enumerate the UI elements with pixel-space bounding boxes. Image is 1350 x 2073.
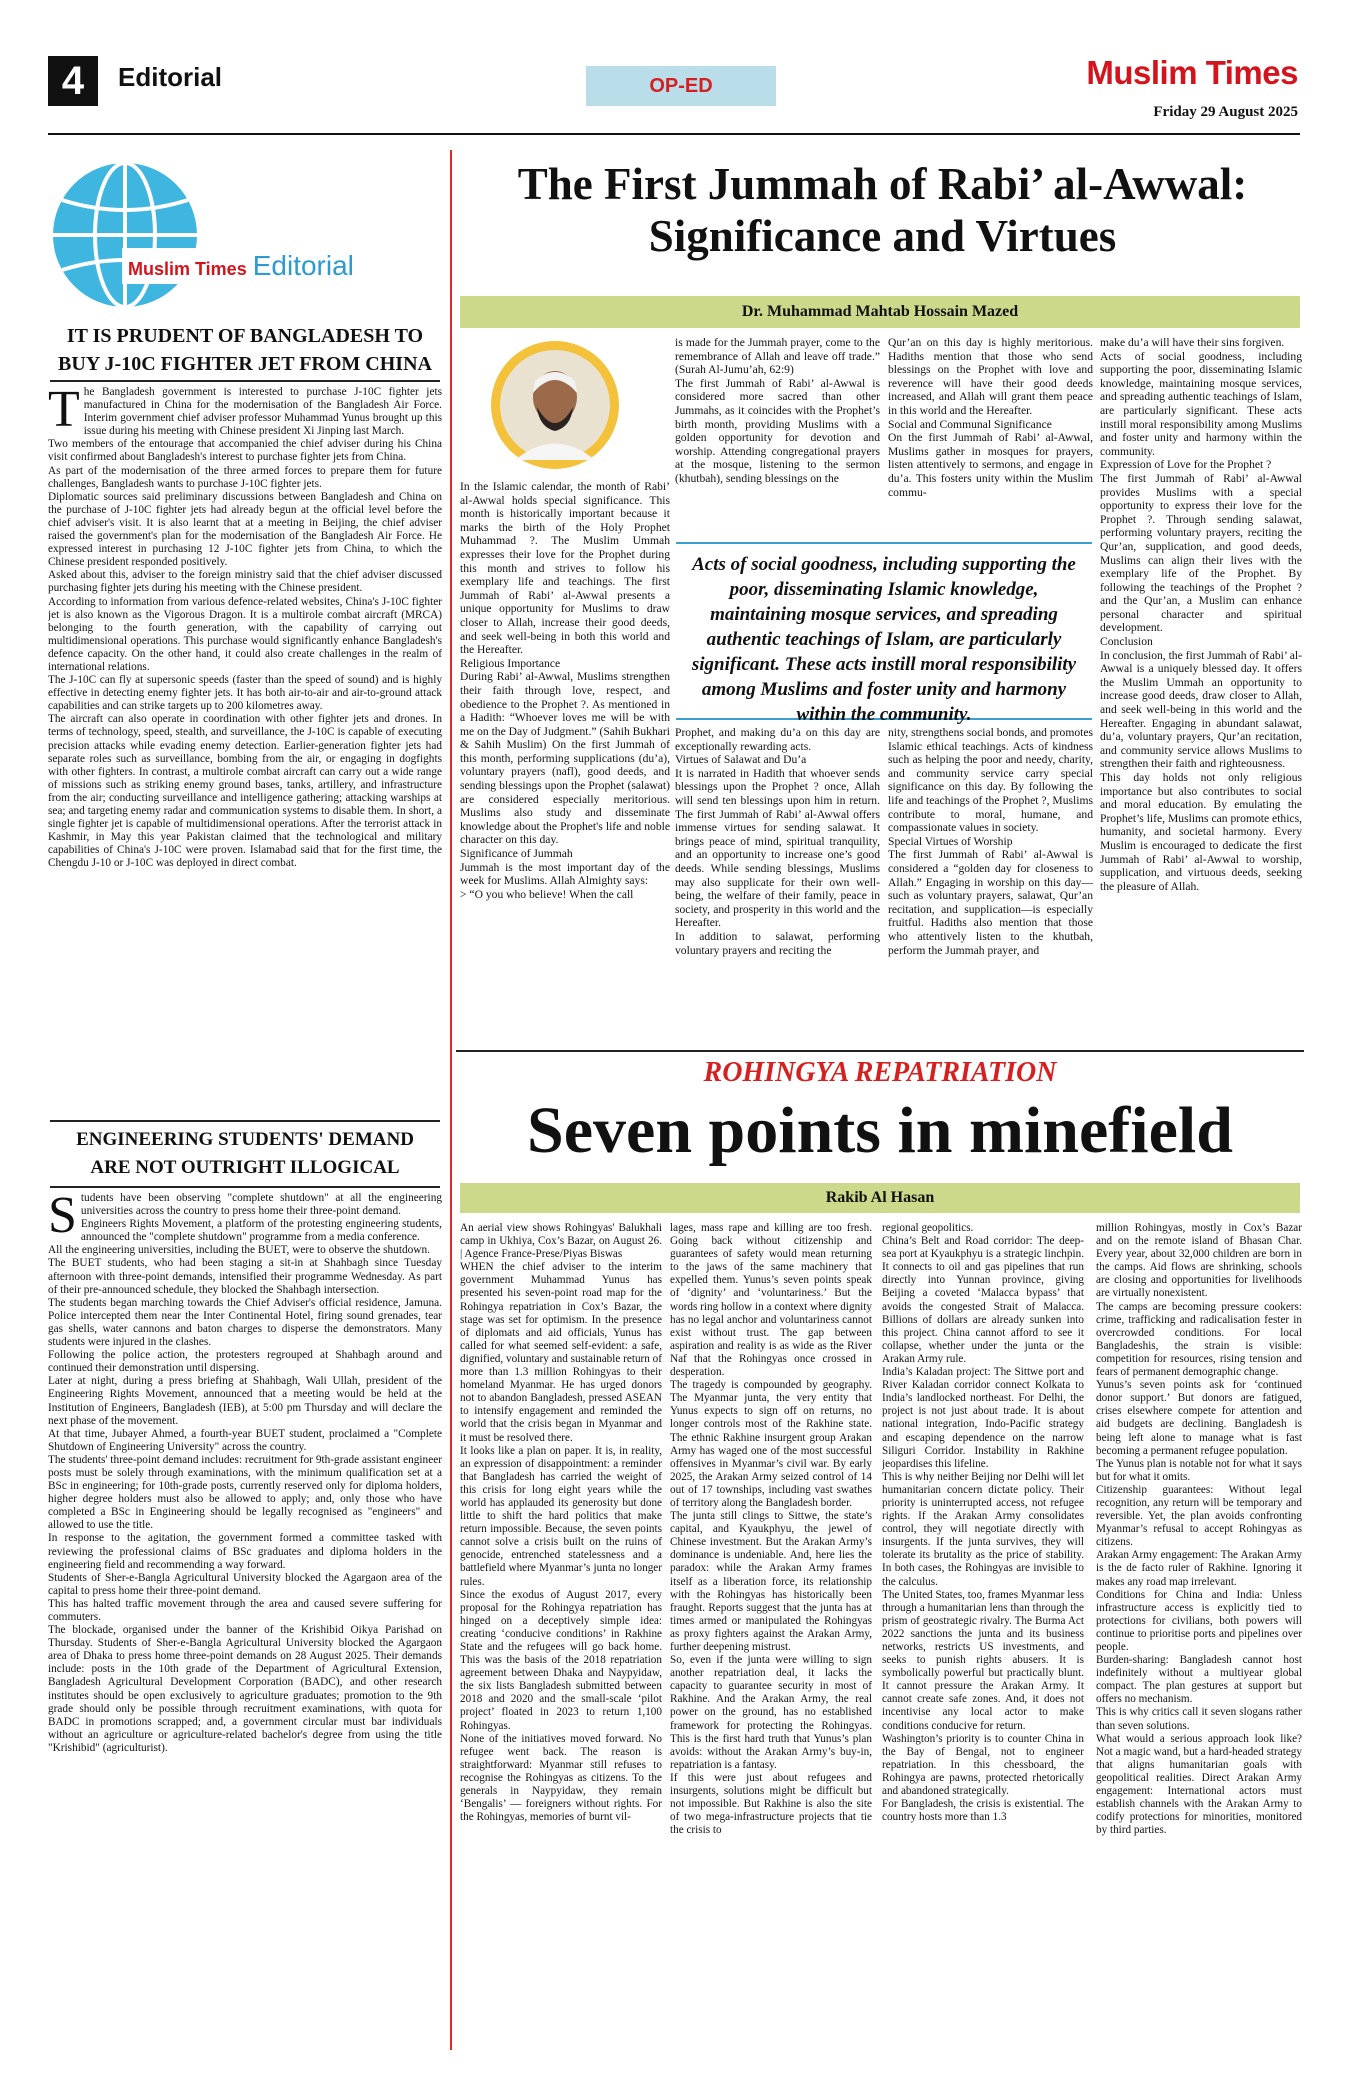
article1-col3a: Qur’an on this day is highly meritorious. Hadiths mention that those who send blessings on the Prophet with love and reverence will have their good deeds increased, and Allah will grant them peace in this world and the Hereafter. Social and Communal Significance On the first Jummah of Rabi’ al-Awwal, Muslims gather in mosques for prayers, listen attentively to sermons, and engage in du’a. This fosters unity within the Muslim commu-: [888, 336, 1093, 499]
logo-brand: Muslim Times: [128, 259, 247, 279]
article1-col1: In the Islamic calendar, the month of Rabi’ al-Awwal holds special significance. This month is historically important because it marks the birth of the Holy Prophet Muhammad ?. The Muslim Ummah expresses their love for the Prophet during this month and strives to follow his exemplary life and teachings. The first Jummah of Rabi’ al-Awwal presents a unique opportunity for Muslims to draw closer to Allah, increase their good deeds, and seek well-being in both this world and the Hereafter. Religious Importance During Rabi’ al-Awwal, Muslims strengthen their faith through love, respect, and obedience to the Prophet ?. As mentioned in a Hadith: “Whoever loves me will be with me on the Day of Judgment.” (Sahih Bukhari & Sahih Muslim) On the first Jummah of this month, performing supplications (du’a), voluntary prayers (nafl), good deeds, and sending blessings upon the Prophet (salawat) are considered especially meritorious. Muslims also study and disseminate knowledge about the Prophet's life and noble character on this day. Significance of Jummah Jummah is the most important day of the week for Muslims. Allah Almighty says: > “O you who believe! When the call: [460, 480, 670, 901]
article1-byline: Dr. Muhammad Mahtab Hossain Mazed: [460, 296, 1300, 328]
article1-col4: make du’a will have their sins forgiven. Acts of social goodness, including supporting the poor, disseminating Islamic knowledge, maintaining mosque services, and spreading authentic teachings of Islam, are particularly significant. These acts instill moral responsibility among Muslims and foster unity and harmony within the community. Expression of Love for the Prophet ? The first Jummah of Rabi’ al-Awwal provides Muslims with a special opportunity to express their love for the Prophet ?. Through sending salawat, performing voluntary prayers, reciting the Qur’an, supplication, and good deeds, Muslims can align their lives with the exemplary life of the Prophet. By following the teachings of the Prophet ? and the Qur’an, a Muslim can enhance personal character and spiritual development. Conclusion In conclusion, the first Jummah of Rabi’ al-Awwal is a uniquely blessed day. It offers the Muslim Ummah an opportunity to increase good deeds, draw closer to Allah, and seek well-being in this world and the Hereafter. Engaging in abundant salawat, du’a, voluntary prayers, Qur’an recitation, and community service allows Muslims to strengthen their faith and righteousness. This day holds not only religious importance but also contributes to social and moral education. By emulating the Prophet’s life, Muslims can promote ethics, humanity, and societal harmony. Every Muslim is encouraged to dedicate the first Jummah of Rabi’ al-Awwal to worship, supplication, and virtuous deeds, seeking the pleasure of Allah.: [1100, 336, 1302, 893]
article2-col4: million Rohingyas, mostly in Cox’s Bazar and on the remote island of Bhasan Char. Every year, about 32,000 children are born in the camps. Aid flows are shrinking, schools are closing and opportunities for livelihoods are virtually nonexistent. The camps are becoming pressure cookers: crime, trafficking and radicalisation fester in overcrowded conditions. For local Bangladeshis, the strain is visible: competition for resources, rising tension and fears of permanent demographic change. Yunus’s seven points ask for ‘continued donor support.’ But donors are fatigued, crises elsewhere compete for attention and aid budgets are declining. Bangladesh is being left alone to manage what is fast becoming a permanent refugee population. The Yunus plan is notable not for what it says but for what it omits. Citizenship guarantees: Without legal recognition, any return will be temporary and reversible. Yet, the plan avoids confronting Myanmar’s refusal to accept Rohingyas as citizens. Arakan Army engagement: The Arakan Army is the de facto ruler of Rakhine. Ignoring it makes any road map irrelevant. Conditions for China and India: Unless infrastructure access is explicitly tied to protections for civilians, both powers will continue to prioritise ports and pipelines over people. Burden-sharing: Bangladesh cannot host indefinitely without a multiyear global compact. The plan gestures at support but offers no mechanism. This is why critics call it seven slogans rather than seven solutions. What would a serious approach look like? Not a magic wand, but a hard-headed strategy that aligns humanitarian goals with geopolitical realities. Direct Arakan Army engagement: International actors must establish channels with the Arakan Army to codify protections for minorities, monitored by third parties.: [1096, 1222, 1302, 1837]
article1-col2b: Prophet, and making du’a on this day are exceptionally rewarding acts. Virtues of Salawat and Du’a It is narrated in Hadith that whoever sends blessings upon the Prophet ? once, Allah will send ten blessings upon him in return. The first Jummah of Rabi’ al-Awwal offers immense virtues for sending salawat. It brings peace of mind, spiritual tranquility, and an opportunity to increase one’s good deeds. While sending blessings, Muslims may also supplicate for their own well-being, the welfare of their family, peace in society, and prosperity in this world and the Hereafter. In addition to salawat, performing voluntary prayers and reciting the: [675, 726, 880, 957]
editorial-logo: [50, 160, 440, 320]
article1-col3b: nity, strengthens social bonds, and promotes Islamic ethical teachings. Acts of kindness such as helping the poor and needy, charity, and community service carry special significance on this day. By following the life and teachings of the Prophet ?, Muslims contribute to moral, humane, and compassionate values in society. Special Virtues of Worship The first Jummah of Rabi’ al-Awwal is considered a “golden day for closeness to Allah.” Engaging in worship on this day—such as voluntary prayers, salawat, Qur’an recitation, and supplication—is especially fruitful. Hadiths also mention that those who attentively listen to the khutbah, perform the Jummah prayer, and: [888, 726, 1093, 957]
editorial2-rule: [50, 1186, 440, 1188]
oped-label: OP-ED: [586, 66, 776, 106]
article2-top-rule: [456, 1050, 1304, 1052]
editorial2-dropcap: S: [48, 1192, 77, 1244]
article2-headline: Seven points in minefield: [527, 1094, 1233, 1167]
editorial2-body: [48, 1192, 442, 2054]
editorial2-text: tudents have been observing "complete shutdown" at all the engineering universities across the country to press home their three-point demand. Engineers Rights Movement, a platform of the protesting engineering students, announced the "complete shutdown" programme from a media conference. All the engineering universities, including the BUET, were to observe the shutdown. The BUET students, who had been staging a sit-in at Shahbagh since Tuesday afternoon with three-point demands, intensified their programme Wednesday. As part of their pre-announced schedule, they blocked the Shahbagh intersection. The students began marching towards the Chief Adviser's official residence, Jamuna. Police intercepted them near the Inter Continental Hotel, firing sound grenades, tear gas shells, water cannons and baton charges to disperse the demonstrators. Many students were injured in the clashes. Following the police action, the protesters regrouped at Shahbagh around and continued their demonstration until dispersing. Later at night, during a press briefing at Shahbagh, Wali Ullah, president of the Engineering Rights Movement, announced that a meeting would be held at the Institution of Engineers, Bangladesh (IEB), at 5:00 pm Thursday and will declare the next phase of the movement. At that time, Jubayer Ahmed, a fourth-year BUET student, proclaimed a "Complete Shutdown of Engineering University" across the country. The students' three-point demand includes: recruitment for 9th-grade assistant engineer posts must be solely through examinations, with the minimum qualification set at a BSc in engineering; for 10th-grade posts, currently reserved only for diploma holders, higher degree holders must also be allowed to apply; and, only those who have completed a BSc in Engineering should be legally recognised as "engineers" and allowed to use the title. In response to the agitation, the government formed a committee tasked with reviewing the professional claims of BSc graduates and diploma holders in the engineering field and recommending a way forward. Students of Sher-e-Bangla Agricultural University blocked the Agargaon area of the capital to press home their three-point demand. This has halted traffic movement through the area and caused severe suffering for commuters. The blockade, organised under the banner of the Krishibid Oikya Parishad on Thursday. Students of Sher-e-Bangla Agricultural University blocked the Agargaon area of Dhaka to press home three-point demands on 28 August 2025. Their demands include: posts in the 10th grade of the Department of Agricultural Extension, Bangladesh Agricultural Development Corporation (BADC), and other research institutes should be open exclusively to agriculture graduates; promotion to the 9th grade should only be possible through recruitment examinations, with quota for BADC in promotions scrapped; and, a government circular must bar individuals without an agriculture or agriculture-related bachelor's degree from using the title "Krishibid" (agriculturist).: [48, 1192, 442, 1754]
editorial1-text: he Bangladesh government is interested to purchase J-10C fighter jets manufactured in China for the modernisation of the Bangladesh Air Force. Interim government chief adviser professor Muhammad Yunus brought up this issue during his meeting with Chinese president Xi Jinping last March. Two members of the entourage that accompanied the chief adviser during his China visit confirmed about Bangladesh's interest to purchase fighter jets from China. As part of the modernisation of the three armed forces to prepare them for future challenges, Bangladesh wants to purchase J-10C fighter jets. Diplomatic sources said preliminary discussions between Bangladesh and China on the purchase of J-10C fighter jets had already begun at the official level before the chief adviser's visit. It is also learnt that at a meeting in Beijing, the chief adviser raised the government's plan for the modernisation of the Bangladesh Air Force. He expressed interest in purchasing 12 J-10C fighter jets from China, to which the Chinese president responded positively. Asked about this, adviser to the foreign ministry said that the chief adviser discussed purchasing fighter jets during his meeting with the Chinese president. According to information from various defence-related websites, China's J-10C fighter jet is also known as the Vigorous Dragon. It is a multirole combat aircraft (MRCA) belonging to the fourth generation, with the capability of carrying out multidimensional operations. This purchase would significantly enhance Bangladesh's defence capacity. On the other hand, it could also create challenges in the realm of international relations. The J-10C can fly at supersonic speeds (faster than the speed of sound) and is highly effective in detecting enemy fighter jets. It has both air-to-air and air-to-ground attack capabilities and can strike targets up to 200 kilometres away. The aircraft can also operate in coordination with other fighter jets and drones. In terms of technology, speed, stealth, and surveillance, the J-10C is capable of executing precision attacks while evading enemy detection. Earlier-generation fighter jets had separate roles such as surveillance, bombing from the air, or engaging in dogfights with other fighters. In contrast, a multirole combat aircraft can carry out a wide range of missions such as striking enemy ground bases, tanks, artillery, and infrastructure from the air; conducting surveillance and intelligence gathering; attacking warships at sea; and targeting enemy radar and communication systems to disable them. In short, a single fighter jet is capable of multidimensional operations. After the terrorist attack in Kashmir, in May this year Pakistan claimed that the technological and military capabilities of China's J-10C were proven. Islamabad said that for the first time, the Chengdu J-10 or J-10C was deployed in direct combat.: [48, 386, 442, 870]
editorial1-title: IT IS PRUDENT OF BANGLADESH TO BUY J-10C FIGHTER JET FROM CHINA: [58, 325, 432, 375]
article1-headline: The First Jummah of Rabi’ al-Awwal: Significance and Virtues: [517, 159, 1248, 261]
dateline: Friday 29 August 2025: [1153, 104, 1298, 120]
article2-kicker: ROHINGYA REPATRIATION: [703, 1057, 1057, 1088]
article1-pullquote: Acts of social goodness, including supporting the poor, disseminating Islamic knowledge, maintaining mosque services, and spreading authentic teachings of Islam, are particularly significant. These acts instill moral responsibility among Muslims and foster unity and harmony within the community.: [676, 542, 1092, 720]
article2-col2: lages, mass rape and killing are too fresh. Going back without citizenship and guarantees of safety would mean returning to the jaws of the same machinery that expelled them. Yunus’s seven points speak of ‘dignity’ and ‘voluntariness.’ But the words ring hollow in a context where dignity has no legal anchor and voluntariness cannot exist without trust. The gap between aspiration and reality is as wide as the River Naf that the Rohingyas once crossed in desperation. The tragedy is compounded by geography. The Myanmar junta, the very entity that Yunus expects to sign off on returns, no longer controls most of the Rakhine state. The ethnic Rakhine insurgent group Arakan Army has waged one of the most successful offensives in Myanmar’s civil war. By early 2025, the Arakan Army seized control of 14 out of 17 townships, including vast swathes of territory along the Bangladesh border. The junta still clings to Sittwe, the state’s capital, and Kyaukphyu, the jewel of Chinese investment. But the Arakan Army’s dominance is undeniable. And, here lies the paradox: while the Arakan Army frames itself as a liberation force, its relationship with the Rohingyas has historically been fraught. Reports suggest that the junta has at times armed or manipulated the Rohingyas as proxy fighters against the Arakan Army, further deepening mistrust. So, even if the junta were willing to sign another repatriation deal, it lacks the capacity to guarantee security in most of Rakhine. And the Arakan Army, the real power on the ground, has no established framework for protecting the Rohingyas. This is the first hard truth that Yunus’s plan avoids: without the Arakan Army’s buy-in, repatriation is a fantasy. If this were just about refugees and insurgents, solutions might be difficult but not impossible. But Rakhine is also the site of two mega-infrastructure projects that tie the crisis to: [670, 1222, 872, 1837]
globe-icon: [50, 160, 200, 310]
masthead-brand: Muslim Times: [1086, 54, 1298, 91]
author-photo: [475, 335, 635, 475]
editorial1-rule: [50, 380, 440, 382]
article2-byline: Rakib Al Hasan: [460, 1183, 1300, 1213]
column-divider: [450, 150, 452, 2050]
editorial1-dropcap: T: [48, 386, 80, 438]
logo-editorial: Editorial: [252, 250, 354, 281]
header-rule: [48, 133, 1300, 135]
editorial2-top-rule: [50, 1120, 440, 1122]
page-number: 4: [48, 56, 98, 106]
article1-col2a: is made for the Jummah prayer, come to the remembrance of Allah and leave off trade.” (Surah Al-Jumu’ah, 62:9) The first Jummah of Rabi’ al-Awwal is considered more sacred than other Jummahs, as it coincides with the Prophet’s birth month, providing Muslims with a golden opportunity for devotion and worship. Attending congregational prayers at the mosque, listening to the sermon (khutbah), sending blessings on the: [675, 336, 880, 485]
article2-col1: An aerial view shows Rohingyas' Balukhali camp in Ukhiya, Cox’s Bazar, on August 26. | Agence France-Prese/Piyas Biswas WHEN the chief adviser to the interim government Muhammad Yunus has presented his seven-point road map for the Rohingya repatriation in Cox’s Bazar, the stage was set for optimism. In the presence of diplomats and aid officials, Yunus has called for what seemed self-evident: a safe, dignified, voluntary and sustainable return of more than 1.3 million Rohingyas to their homeland Myanmar. He has urged donors not to abandon Bangladesh, pressed ASEAN to intensify engagement and reminded the world that the crisis began in Myanmar and it must be resolved there. It looks like a plan on paper. It is, in reality, an expression of disappointment: a reminder that Bangladesh has carried the weight of this crisis for long eight years while the world has applauded its generosity but done little to shift the hard politics that make return impossible. Because, the seven points cannot solve a crisis built on the ruins of genocide, entrenched statelessness and a battlefield where Myanmar’s junta no longer rules. Since the exodus of August 2017, every proposal for the Rohingya repatriation has hinged on a deceptively simple idea: creating ‘conducive conditions’ in Rakhine State and the refugees will go back home. This was the basis of the 2018 repatriation agreement between Dhaka and Naypyidaw, the six lists Bangladesh submitted between 2018 and 2020 and the small-scale ‘pilot project’ floated in 2023 to return 1,100 Rohingyas. None of the initiatives moved forward. No refugee went back. The reason is straightforward: Myanmar still refuses to recognise the Rohingyas as citizens. To the generals in Naypyidaw, they remain ‘Bengalis’ — foreigners without rights. For the Rohingyas, memories of burnt vil-: [460, 1222, 662, 1824]
editorial1-body: [48, 386, 442, 1108]
section-name: Editorial: [118, 62, 223, 92]
article2-col3: regional geopolitics. China’s Belt and Road corridor: The deep-sea port at Kyaukphyu is a strategic linchpin. It connects to oil and gas pipelines that run directly into Yunnan province, giving Beijing a coveted ‘Malacca bypass’ that avoids the congested Strait of Malacca. Billions of dollars are already sunken into this project. China cannot afford to see it collapse, whether under the junta or the Arakan Army rule. India’s Kaladan project: The Sittwe port and River Kaladan corridor connect Kolkata to India’s landlocked northeast. For Delhi, the project is not just about trade. It is about national integration, Indo-Pacific strategy and escaping dependence on the narrow Siliguri Corridor. Instability in Rakhine jeopardises this lifeline. This is why neither Beijing nor Delhi will let humanitarian concern dictate policy. Their priority is uninterrupted access, not refugee rights. If the Arakan Army consolidates control, they will negotiate directly with insurgents. If the junta survives, they will tolerate its brutality as the price of stability. In both cases, the Rohingyas are invisible to the calculus. The United States, too, frames Myanmar less through a humanitarian lens than through the prism of geostrategic rivalry. The Burma Act 2022 sanctions the junta and its business networks, restricts US investments, and seeks to punish rights abusers. It is symbolically powerful but practically blunt. It cannot pressure the Arakan Army. It cannot create safe zones. And, it does not incentivise any local actor to make conditions conducive for return. Washington’s priority is to counter China in the Bay of Bengal, not to engineer repatriation. In this chessboard, the Rohingya are pawns, protected rhetorically and abandoned strategically. For Bangladesh, the crisis is existential. The country hosts more than 1.3: [882, 1222, 1084, 1824]
editorial2-title: ENGINEERING STUDENTS' DEMAND ARE NOT OUTRIGHT ILLOGICAL: [76, 1129, 414, 1178]
